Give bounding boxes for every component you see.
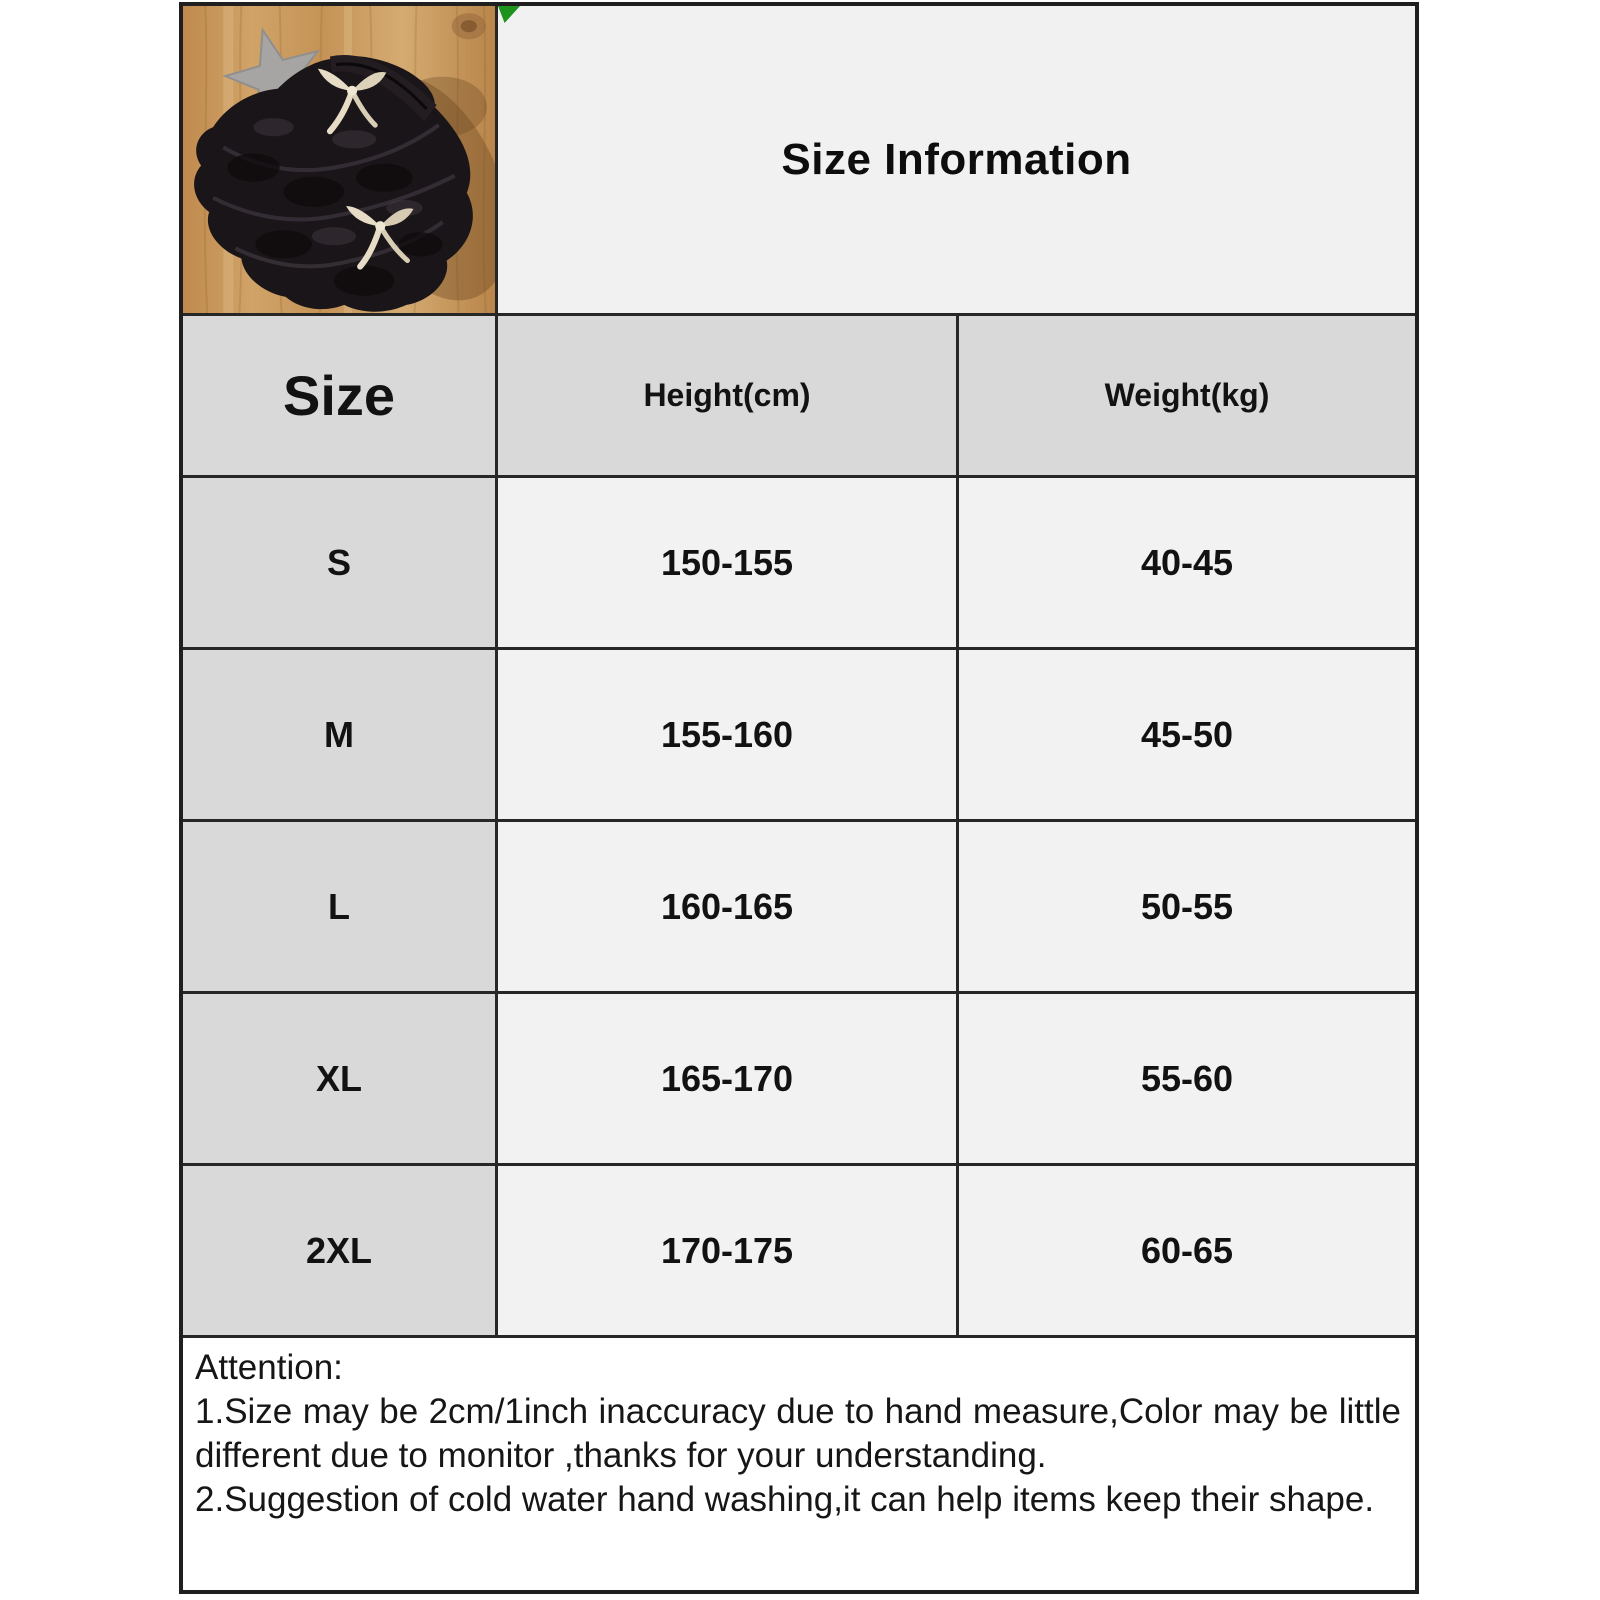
- cell-corner-marker-icon: [498, 6, 520, 23]
- size-label: S: [183, 478, 498, 647]
- weight-value: 50-55: [959, 822, 1415, 991]
- attention-note: [183, 1338, 1415, 1590]
- table-row: [183, 650, 1415, 822]
- weight-value: 55-60: [959, 994, 1415, 1163]
- table-row: [183, 478, 1415, 650]
- weight-value: 40-45: [959, 478, 1415, 647]
- size-chart-table: [179, 2, 1419, 1594]
- wood-knot-center: [461, 20, 477, 32]
- size-label: L: [183, 822, 498, 991]
- height-value: 150-155: [498, 478, 959, 647]
- attention-row: [183, 1338, 1415, 1590]
- header-weight: [959, 316, 1415, 475]
- header-row: [183, 316, 1415, 478]
- size-label: 2XL: [183, 1166, 498, 1335]
- table-row: [183, 822, 1415, 994]
- product-photo: [183, 6, 498, 313]
- table-row: [183, 1166, 1415, 1338]
- height-value: 155-160: [498, 650, 959, 819]
- height-value: 170-175: [498, 1166, 959, 1335]
- attention-note-1: 1.Size may be 2cm/1inch inaccuracy due to hand measure,Color may be little different due to monitor ,thanks for your understanding.: [195, 1392, 1401, 1475]
- height-value: 160-165: [498, 822, 959, 991]
- product-photo-illustration: [183, 6, 495, 313]
- table-row: [183, 994, 1415, 1166]
- weight-value: 45-50: [959, 650, 1415, 819]
- title-cell: [498, 6, 1415, 313]
- height-value: 165-170: [498, 994, 959, 1163]
- attention-note-2: 2.Suggestion of cold water hand washing,it can help items keep their shape.: [195, 1480, 1375, 1519]
- page-title: Size Information: [781, 134, 1132, 184]
- size-label: XL: [183, 994, 498, 1163]
- size-label: M: [183, 650, 498, 819]
- header-height-label: Height(cm): [643, 377, 811, 413]
- header-size-label: Size: [282, 364, 396, 427]
- header-weight-label: Weight(kg): [1104, 377, 1270, 413]
- weight-value: 60-65: [959, 1166, 1415, 1335]
- header-size: [183, 316, 498, 475]
- top-row: [183, 6, 1415, 316]
- header-height: [498, 316, 959, 475]
- attention-heading: Attention:: [195, 1348, 343, 1387]
